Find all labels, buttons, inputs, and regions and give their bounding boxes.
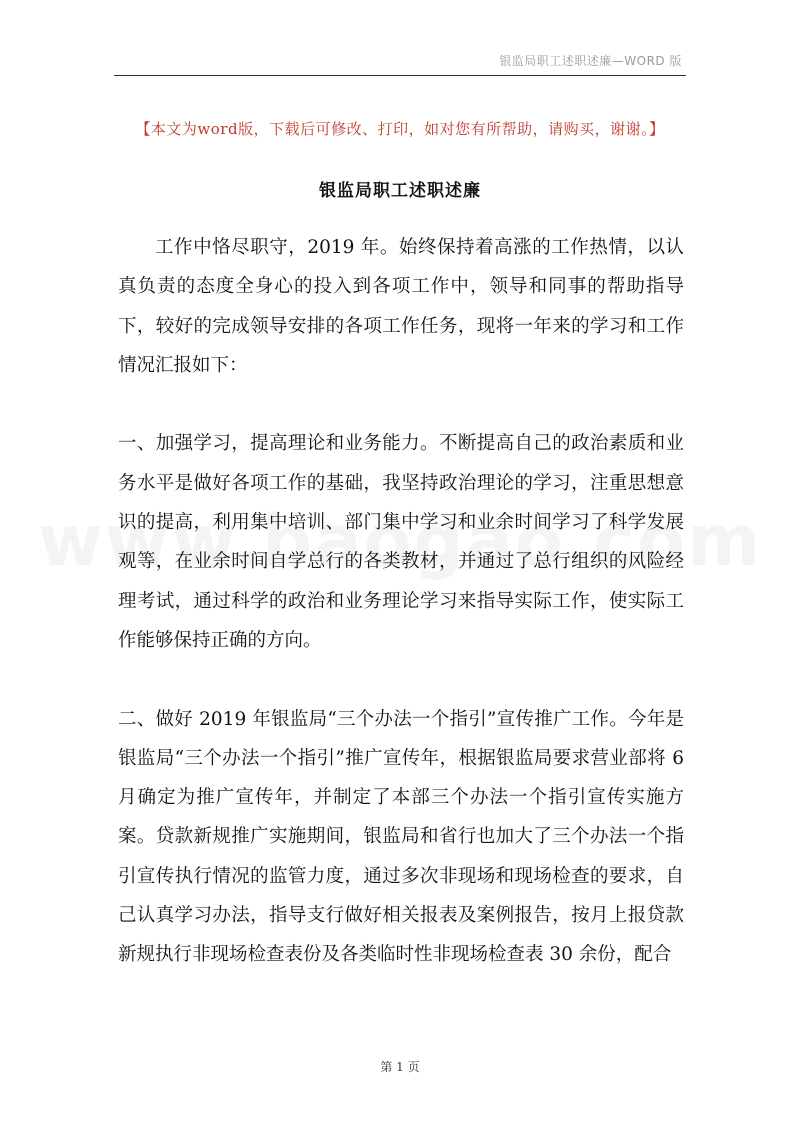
header-divider	[114, 75, 686, 76]
paragraph-intro: 工作中恪尽职守，2019 年。始终保持着高涨的工作热情，以认真负责的态度全身心的投入到各项工作中，领导和同事的帮助指导下，较好的完成领导安排的各项工作任务，现将一年来的学习和工作情况汇报如下：	[118, 237, 684, 376]
download-notice: 【本文为word版，下载后可修改、打印，如对您有所帮助，请购买，谢谢。】	[135, 120, 665, 138]
paragraph-section-1: 一、加强学习，提高理论和业务能力。不断提高自己的政治素质和业务水平是做好各项工作的基础，我坚持政治理论的学习，注重思想意识的提高，利用集中培训、部门集中学习和业余时间学习了科学发展观等，在业余时间自学总行的各类教材，并通过了总行组织的风险经理考试，通过科学的政治和业务理论学习来指导实际工作，使实际工作能够保持正确的方向。	[118, 433, 684, 651]
page-header: 银监局职工述职述廉—WORD 版	[499, 54, 682, 68]
page-number: 第 1 页	[380, 1060, 420, 1074]
paragraph-section-2: 二、做好 2019 年银监局“三个办法一个指引”宣传推广工作。今年是银监局“三个办法一个指引”推广宣传年，根据银监局要求营业部将 6 月确定为推广宣传年，并制定了本部三个办法一个指引宣传实施方案。贷款新规推广实施期间，银监局和省行也加大了三个办法一个指引宣传执行情况的监管力度，通过多次非现场和现场检查的要求，自己认真学习办法，指导支行做好相关报表及案例报告，按月上报贷款新规执行非现场检查表份及各类临时性非现场检查表 30 余份，配合	[118, 708, 684, 966]
document-title: 银监局职工述职述廉	[319, 181, 481, 201]
document-body	[118, 228, 684, 975]
